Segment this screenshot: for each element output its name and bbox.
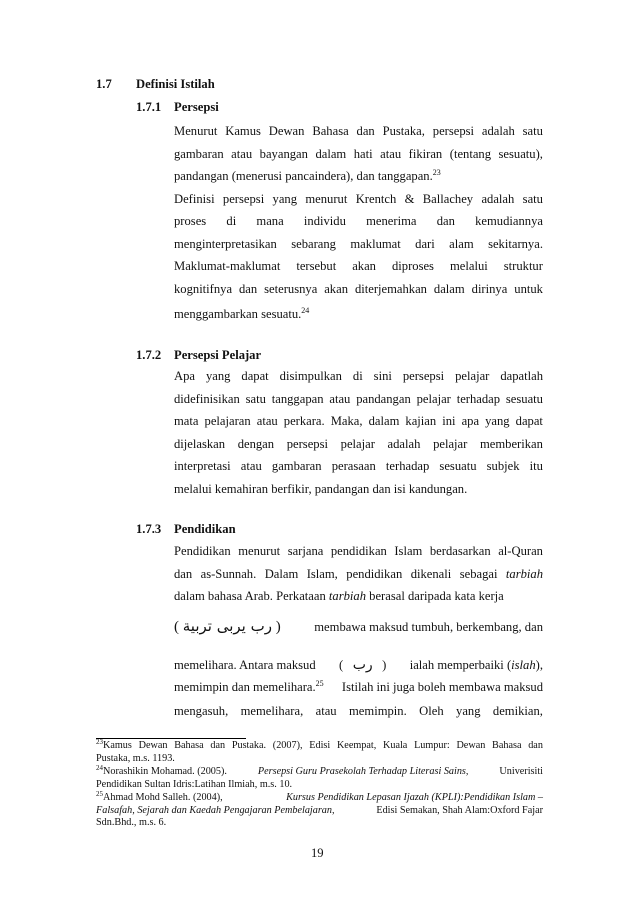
word: itu <box>529 459 543 473</box>
word: menurut <box>305 192 348 206</box>
word: Definisi <box>174 192 215 206</box>
word: pelajar <box>455 369 490 383</box>
paragraph-line <box>174 259 543 274</box>
word: Krentch <box>355 192 397 206</box>
page-number: 19 <box>311 846 324 860</box>
paragraph-line <box>174 369 543 384</box>
paragraph-line <box>174 414 543 429</box>
word: Kamus <box>225 124 261 138</box>
word: pelajar <box>340 437 375 451</box>
word: Maka, <box>330 414 363 428</box>
word: sesuatu <box>505 392 543 406</box>
footnote-24: $^{24}$Norashikin Mohamad. (2005). Persepsi Guru Prasekolah Terhadap Literasi Sains, Univerisiti Pendidikan Sultan Idris:Latihan Ilmiah, m.s. 10. <box>96 764 543 790</box>
word: (tentang <box>449 147 492 161</box>
paragraph-line <box>174 214 543 229</box>
word: dapat <box>241 369 269 383</box>
subsection-number: 1.7.3 <box>136 522 162 536</box>
word: Lumpur: <box>414 740 450 751</box>
word: atau <box>240 459 262 473</box>
subsection-title: Persepsi Pelajar <box>174 348 262 362</box>
word: yang <box>456 704 481 718</box>
word: pelajaran <box>204 414 251 428</box>
word: yang <box>272 192 298 206</box>
word: pendidikan <box>346 567 403 581</box>
word: dan <box>239 282 258 296</box>
word: dan <box>528 740 543 751</box>
word: terhadap <box>456 392 501 406</box>
word: akan <box>352 259 376 273</box>
word: dikenali <box>410 567 452 581</box>
subsection-number: 1.7.1 <box>136 100 162 114</box>
arabic-phrase: ( رب يربى تربية ) <box>174 617 281 635</box>
word: satu <box>245 392 266 406</box>
word: pandangan <box>356 392 411 406</box>
paragraph-line <box>174 124 543 139</box>
paragraph-line <box>174 237 543 252</box>
word: dan <box>174 567 193 581</box>
word: dan <box>356 124 375 138</box>
word: Kuala <box>383 740 408 751</box>
word: dalam <box>433 282 465 296</box>
paragraph-line <box>174 704 543 719</box>
word: atau <box>256 414 278 428</box>
paragraph-line <box>174 544 543 559</box>
word: proses <box>174 214 207 228</box>
word: adalah <box>481 192 515 206</box>
word: pelajar <box>416 392 451 406</box>
word: sarjana <box>287 544 324 558</box>
word: memimpin. <box>349 704 407 718</box>
word: yang <box>205 369 231 383</box>
word: dari <box>415 237 435 251</box>
word: perkara. <box>283 414 325 428</box>
word: Oleh <box>419 704 444 718</box>
word: atau <box>231 147 253 161</box>
word: gambaran <box>271 459 322 473</box>
word: di <box>226 214 237 228</box>
word: dapatlah <box>500 369 543 383</box>
word: disimpulkan <box>279 369 342 383</box>
word: Menurut <box>174 124 218 138</box>
subsection-number: 1.7.2 <box>136 348 162 362</box>
word: sebagai <box>459 567 498 581</box>
word: atau <box>380 147 402 161</box>
footnote-25: $^{25}$Ahmad Mohd Salleh. (2004), Kursus Pendidikan Lepasan Ijazah (KPLI):Pendidikan Islam – Falsafah, Sejarah dan Kaedah Pengajaran Pembelajaran, Edisi Semakan, Shah Alam:Oxford Fajar Sdn.Bhd., m.s. 6. <box>96 790 543 828</box>
arabic-rabb: رب <box>352 657 373 673</box>
footnote-ref[interactable]: 25 <box>315 679 324 688</box>
word: adalah <box>387 437 421 451</box>
word: Pustaka. <box>231 740 267 751</box>
arabic-words: رب يربى تربية <box>182 617 272 635</box>
word: persepsi <box>222 192 265 206</box>
word: perasaan <box>331 459 376 473</box>
word: satu <box>522 192 543 206</box>
word: fikiran <box>408 147 443 161</box>
word: Dewan <box>138 740 168 751</box>
word: demikian, <box>492 704 543 718</box>
word: & <box>404 192 415 206</box>
word: ini <box>442 414 456 428</box>
paragraph-line: pandangan (menerusi pancaindera), dan tanggapan.$^{23}$ <box>174 168 441 183</box>
paragraph-line: membawa maksud tumbuh, berkembang, dan <box>314 620 543 634</box>
word: dirinya <box>471 282 508 296</box>
word: memberikan <box>479 437 543 451</box>
word: Islam <box>394 544 423 558</box>
word: apa <box>461 414 480 428</box>
word: gambaran <box>174 147 224 161</box>
paragraph-line <box>174 192 543 207</box>
italic-term: tarbiah <box>505 567 543 581</box>
word: struktur <box>503 259 543 273</box>
word: kognitifnya <box>174 282 233 296</box>
word: Apa <box>174 369 195 383</box>
section-title: Definisi Istilah <box>136 77 215 91</box>
paragraph-line <box>174 459 543 474</box>
word: untuk <box>514 282 543 296</box>
word: Bahasa <box>492 740 522 751</box>
italic-term: tarbiah <box>328 589 367 603</box>
word: maklumat <box>350 237 401 251</box>
word: hati <box>353 147 373 161</box>
word: sesuatu), <box>498 147 543 161</box>
word: dengan <box>237 437 275 451</box>
word: Dewan <box>456 740 486 751</box>
paragraph-line <box>174 437 543 452</box>
word: mata <box>174 414 199 428</box>
paragraph-line <box>174 392 543 407</box>
word: kemudiannya <box>475 214 543 228</box>
word: terhadap <box>385 459 430 473</box>
word: Keempat, <box>336 740 377 751</box>
word: Pustaka, <box>382 124 425 138</box>
word: akan <box>324 282 348 296</box>
word: mengasuh, <box>174 704 229 718</box>
word: atau <box>315 704 337 718</box>
word: persepsi <box>432 124 475 138</box>
word: diterjemahkan <box>354 282 427 296</box>
word: melalui <box>449 259 488 273</box>
word: atau <box>329 392 351 406</box>
word: dan <box>210 740 226 751</box>
word: dalam <box>315 147 347 161</box>
paragraph-line <box>174 282 543 297</box>
word: Maklumat-maklumat <box>174 259 281 273</box>
word: dijelaskan <box>174 437 226 451</box>
word: Islam, <box>306 567 338 581</box>
word: Bahasa <box>174 740 204 751</box>
word: didefinisikan <box>174 392 240 406</box>
paragraph-line: memelihara. Antara maksud ( رب ) ialah memperbaiki (islah), <box>174 657 543 673</box>
word: sini <box>373 369 392 383</box>
footnote-23: $^{23}$Kamus Dewan Bahasa dan Pustaka. (2007), Edisi Keempat, Kuala Lumpur: Dewan Bahasa dan Pustaka, m.s. 1193. <box>96 738 543 764</box>
word: tersebut <box>296 259 337 273</box>
subsection-title: Persepsi <box>174 100 219 114</box>
word: Dalam <box>264 567 299 581</box>
paragraph-line: menggambarkan sesuatu.$^{24}$ <box>174 306 310 321</box>
paragraph-line <box>174 567 543 582</box>
subsection-title: Pendidikan <box>174 522 236 536</box>
word: (2007), <box>272 740 303 751</box>
word: Pendidikan <box>174 544 231 558</box>
word: Edisi <box>309 740 331 751</box>
word: sebarang <box>291 237 336 251</box>
word: menurut <box>238 544 281 558</box>
word: al-Quran <box>498 544 543 558</box>
word: individu <box>303 214 346 228</box>
word: tanggapan <box>271 392 324 406</box>
paragraph-line: melalui kemahiran berfikir, pandangan dan isi kandungan. <box>174 482 468 496</box>
word: sekitarnya. <box>488 237 543 251</box>
word: menerima <box>366 214 417 228</box>
word: dan <box>436 214 455 228</box>
paragraph-line: memimpin dan memelihara.$^{25}$ Istilah ini juga boleh membawa maksud <box>174 679 543 694</box>
word: subjek <box>486 459 520 473</box>
word: pendidikan <box>330 544 387 558</box>
word: kajian <box>405 414 437 428</box>
paragraph-line <box>174 147 543 162</box>
word: sesuatu <box>439 459 477 473</box>
word: $^{23}$Kamus <box>96 738 132 751</box>
word: menginterpretasikan <box>174 237 277 251</box>
footnote-divider <box>96 738 246 739</box>
word: dalam <box>368 414 400 428</box>
word: adalah <box>481 124 515 138</box>
word: seterusnya <box>264 282 318 296</box>
word: persepsi <box>286 437 328 451</box>
word: Bahasa <box>312 124 349 138</box>
word: satu <box>522 124 543 138</box>
footnote-ref[interactable]: 23 <box>432 168 441 177</box>
word: berdasarkan <box>429 544 491 558</box>
paragraph-line: dalam bahasa Arab. Perkataan tarbiah berasal daripada kata kerja <box>174 589 504 603</box>
footnote-ref[interactable]: 24 <box>301 306 310 315</box>
word: as-Sunnah. <box>200 567 257 581</box>
word: yang <box>485 414 510 428</box>
word: dapat <box>515 414 543 428</box>
section-number: 1.7 <box>96 77 112 91</box>
word: persepsi <box>402 369 445 383</box>
word: memelihara, <box>240 704 304 718</box>
word: diproses <box>391 259 434 273</box>
word: Dewan <box>268 124 305 138</box>
word: mana <box>256 214 284 228</box>
word: Ballachey <box>422 192 474 206</box>
word: alam <box>449 237 474 251</box>
word: pelajar <box>433 437 468 451</box>
word: di <box>352 369 363 383</box>
word: bayangan <box>259 147 308 161</box>
word: interpretasi <box>174 459 231 473</box>
